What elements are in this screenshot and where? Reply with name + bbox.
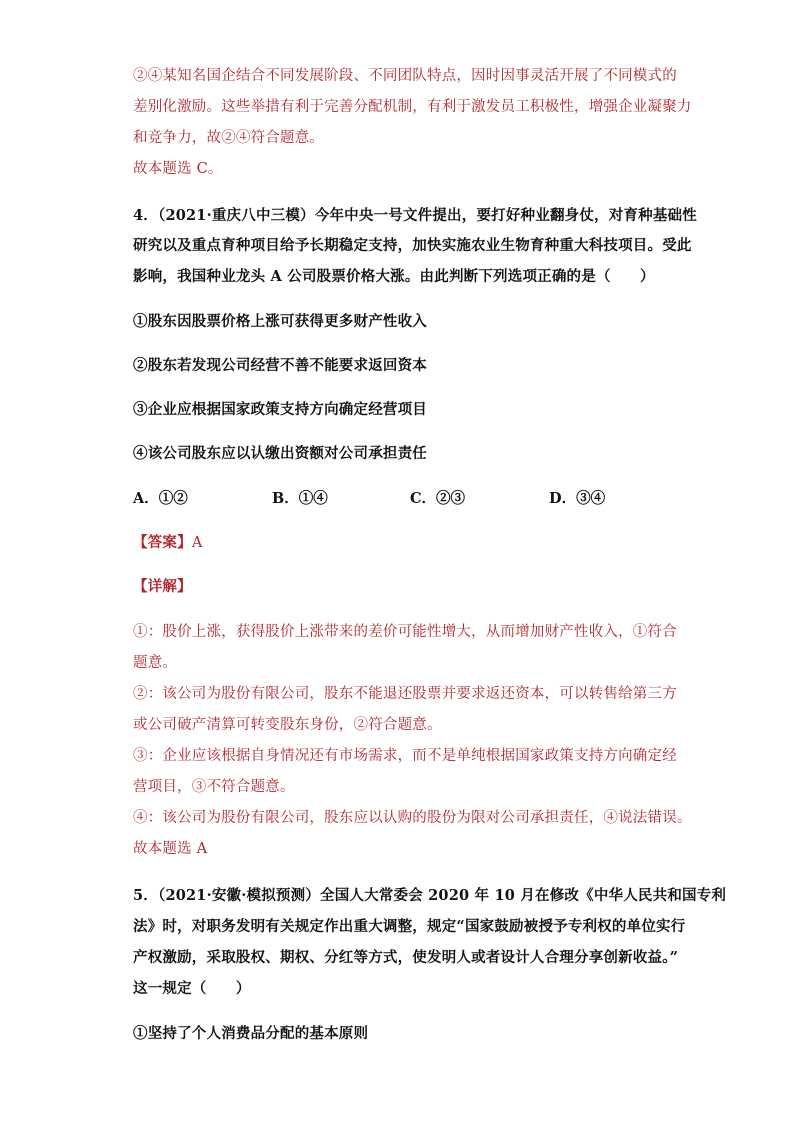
question-4-statement-4: ④该公司股东应以认缴出资额对公司承担责任: [133, 445, 427, 462]
question-4-option-c: C．②③: [410, 490, 466, 507]
question-4-explanation-line: 营项目，③不符合题意。: [133, 779, 295, 795]
answer-value: A: [191, 535, 203, 551]
question-4-detail-label: 【详解】: [133, 578, 192, 595]
answer-label: 【答案】: [133, 534, 192, 551]
question-4-statement-2: ②股东若发现公司经营不善不能要求返回资本: [133, 357, 427, 374]
question-5-stem-line: 这一规定（ ）: [133, 980, 251, 997]
prev-explanation-line: ②④某知名国企结合不同发展阶段、不同团队特点，因时因事灵活开展了不同模式的: [133, 68, 677, 84]
question-4-option-d: D．③④: [549, 490, 606, 507]
question-4-explanation-line: ④：该公司为股份有限公司，股东应以认购的股份为限对公司承担责任，④说法错误。: [133, 810, 692, 826]
question-4-explanation-line: ③：企业应该根据自身情况还有市场需求，而不是单纯根据国家政策支持方向确定经: [133, 748, 677, 764]
question-4-stem-line: 研究以及重点育种项目给予长期稳定支持，加快实施农业生物育种重大科技项目。受此: [133, 237, 692, 254]
question-4-explanation-line: 或公司破产清算可转变股东身份，②符合题意。: [133, 717, 442, 733]
prev-conclusion: 故本题选 C。: [133, 161, 223, 177]
question-4-conclusion: 故本题选 A: [133, 841, 208, 857]
question-4-explanation-line: 题意。: [133, 655, 178, 671]
question-4-statement-3: ③企业应根据国家政策支持方向确定经营项目: [133, 401, 427, 418]
question-4-statement-1: ①股东因股票价格上涨可获得更多财产性收入: [133, 313, 427, 330]
question-4-stem-line: 影响，我国种业龙头 A 公司股票价格大涨。由此判断下列选项正确的是（ ）: [133, 268, 655, 285]
question-4-explanation-line: ①：股价上涨，获得股价上涨带来的差价可能性增大，从而增加财产性收入，①符合: [133, 624, 677, 640]
question-4-answer: [133, 533, 202, 553]
question-5-statement-1: ①坚持了个人消费品分配的基本原则: [133, 1025, 369, 1042]
question-4-option-b: B．①④: [272, 490, 328, 507]
question-5-stem-line: 5．（2021·安徽·模拟预测）全国人大常委会 2020 年 10 月在修改《中华人民共和国专利: [133, 887, 727, 904]
question-4-explanation-line: ②：该公司为股份有限公司，股东不能退还股票并要求返还资本，可以转售给第三方: [133, 686, 677, 702]
prev-explanation-line: 和竞争力，故②④符合题意。: [133, 130, 325, 146]
question-4-option-a: A．①②: [133, 490, 188, 507]
question-4-stem-line: 4．（2021·重庆八中三模）今年中央一号文件提出，要打好种业翻身仗，对育种基础性: [133, 207, 697, 224]
question-5-stem-line: 产权激励，采取股权、期权、分红等方式，使发明人或者设计人合理分享创新收益。”: [133, 949, 679, 966]
question-5-stem-line: 法》时，对职务发明有关规定作出重大调整，规定“国家鼓励被授予专利权的单位实行: [133, 918, 686, 935]
prev-explanation-line: 差别化激励。这些举措有利于完善分配机制，有利于激发员工积极性，增强企业凝聚力: [133, 99, 692, 115]
